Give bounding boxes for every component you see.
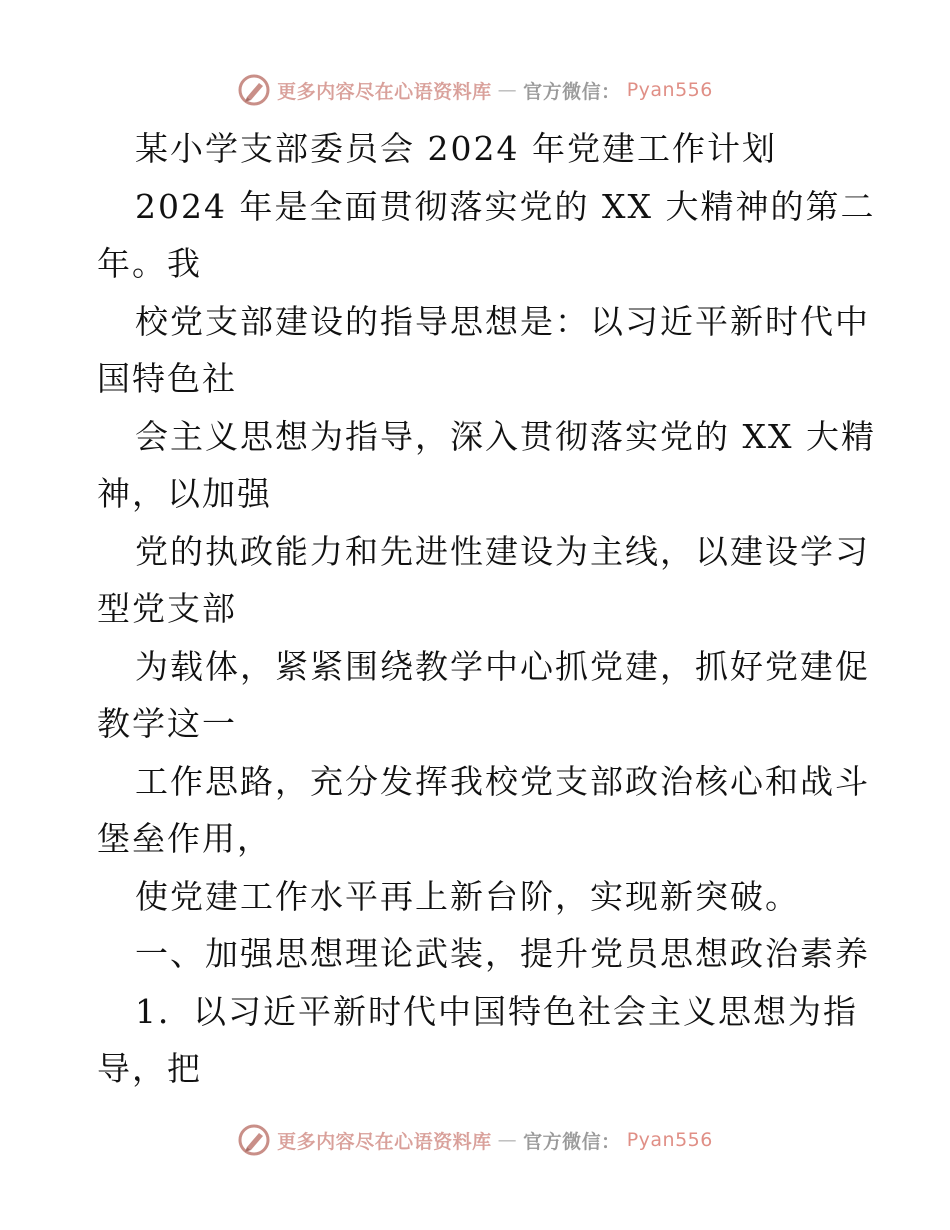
text-line: 年。我 [97, 244, 202, 283]
text-line: 工作思路，充分发挥我校党支部政治核心和战斗 [135, 761, 870, 801]
document-title: 某小学支部委员会 2024 年党建工作计划 [135, 129, 777, 168]
watermark-wechat-id: Pyan556 [626, 1129, 713, 1151]
pen-logo-icon [237, 73, 271, 107]
text-line: 使党建工作水平再上新台阶，实现新突破。 [135, 876, 800, 916]
text-line: 神，以加强 [97, 474, 272, 513]
text-line: 为载体，紧紧围绕教学中心抓党建，抓好党建促 [135, 646, 870, 686]
watermark-separator: — [497, 79, 518, 101]
text-line: 教学这一 [97, 704, 237, 743]
section-heading: 一、加强思想理论武装，提升党员思想政治素养 [135, 934, 870, 973]
text-line: 1．以习近平新时代中国特色社会主义思想为指 [135, 991, 858, 1031]
watermark-wechat-label: 官方微信： [523, 1130, 621, 1153]
document-body [97, 120, 876, 1098]
watermark-wechat-label: 官方微信： [523, 80, 621, 103]
watermark-main-text: 更多内容尽在心语资料库 [277, 80, 492, 103]
text-line: 型党支部 [97, 589, 237, 628]
watermark-wechat-id: Pyan556 [626, 79, 713, 101]
text-line: 导，把 [97, 1049, 202, 1088]
watermark-separator: — [497, 1129, 518, 1151]
header-watermark [0, 70, 950, 110]
text-line: 国特色社 [97, 359, 237, 398]
pen-logo-icon [237, 1123, 271, 1157]
text-line: 校党支部建设的指导思想是：以习近平新时代中 [135, 301, 870, 341]
watermark-main-text: 更多内容尽在心语资料库 [277, 1130, 492, 1153]
text-line: 堡垒作用， [97, 819, 272, 858]
text-line: 会主义思想为指导，深入贯彻落实党的 XX 大精 [135, 416, 876, 456]
text-line: 2024 年是全面贯彻落实党的 XX 大精神的第二 [135, 186, 876, 226]
footer-watermark [0, 1120, 950, 1160]
text-line: 党的执政能力和先进性建设为主线，以建设学习 [135, 531, 870, 571]
